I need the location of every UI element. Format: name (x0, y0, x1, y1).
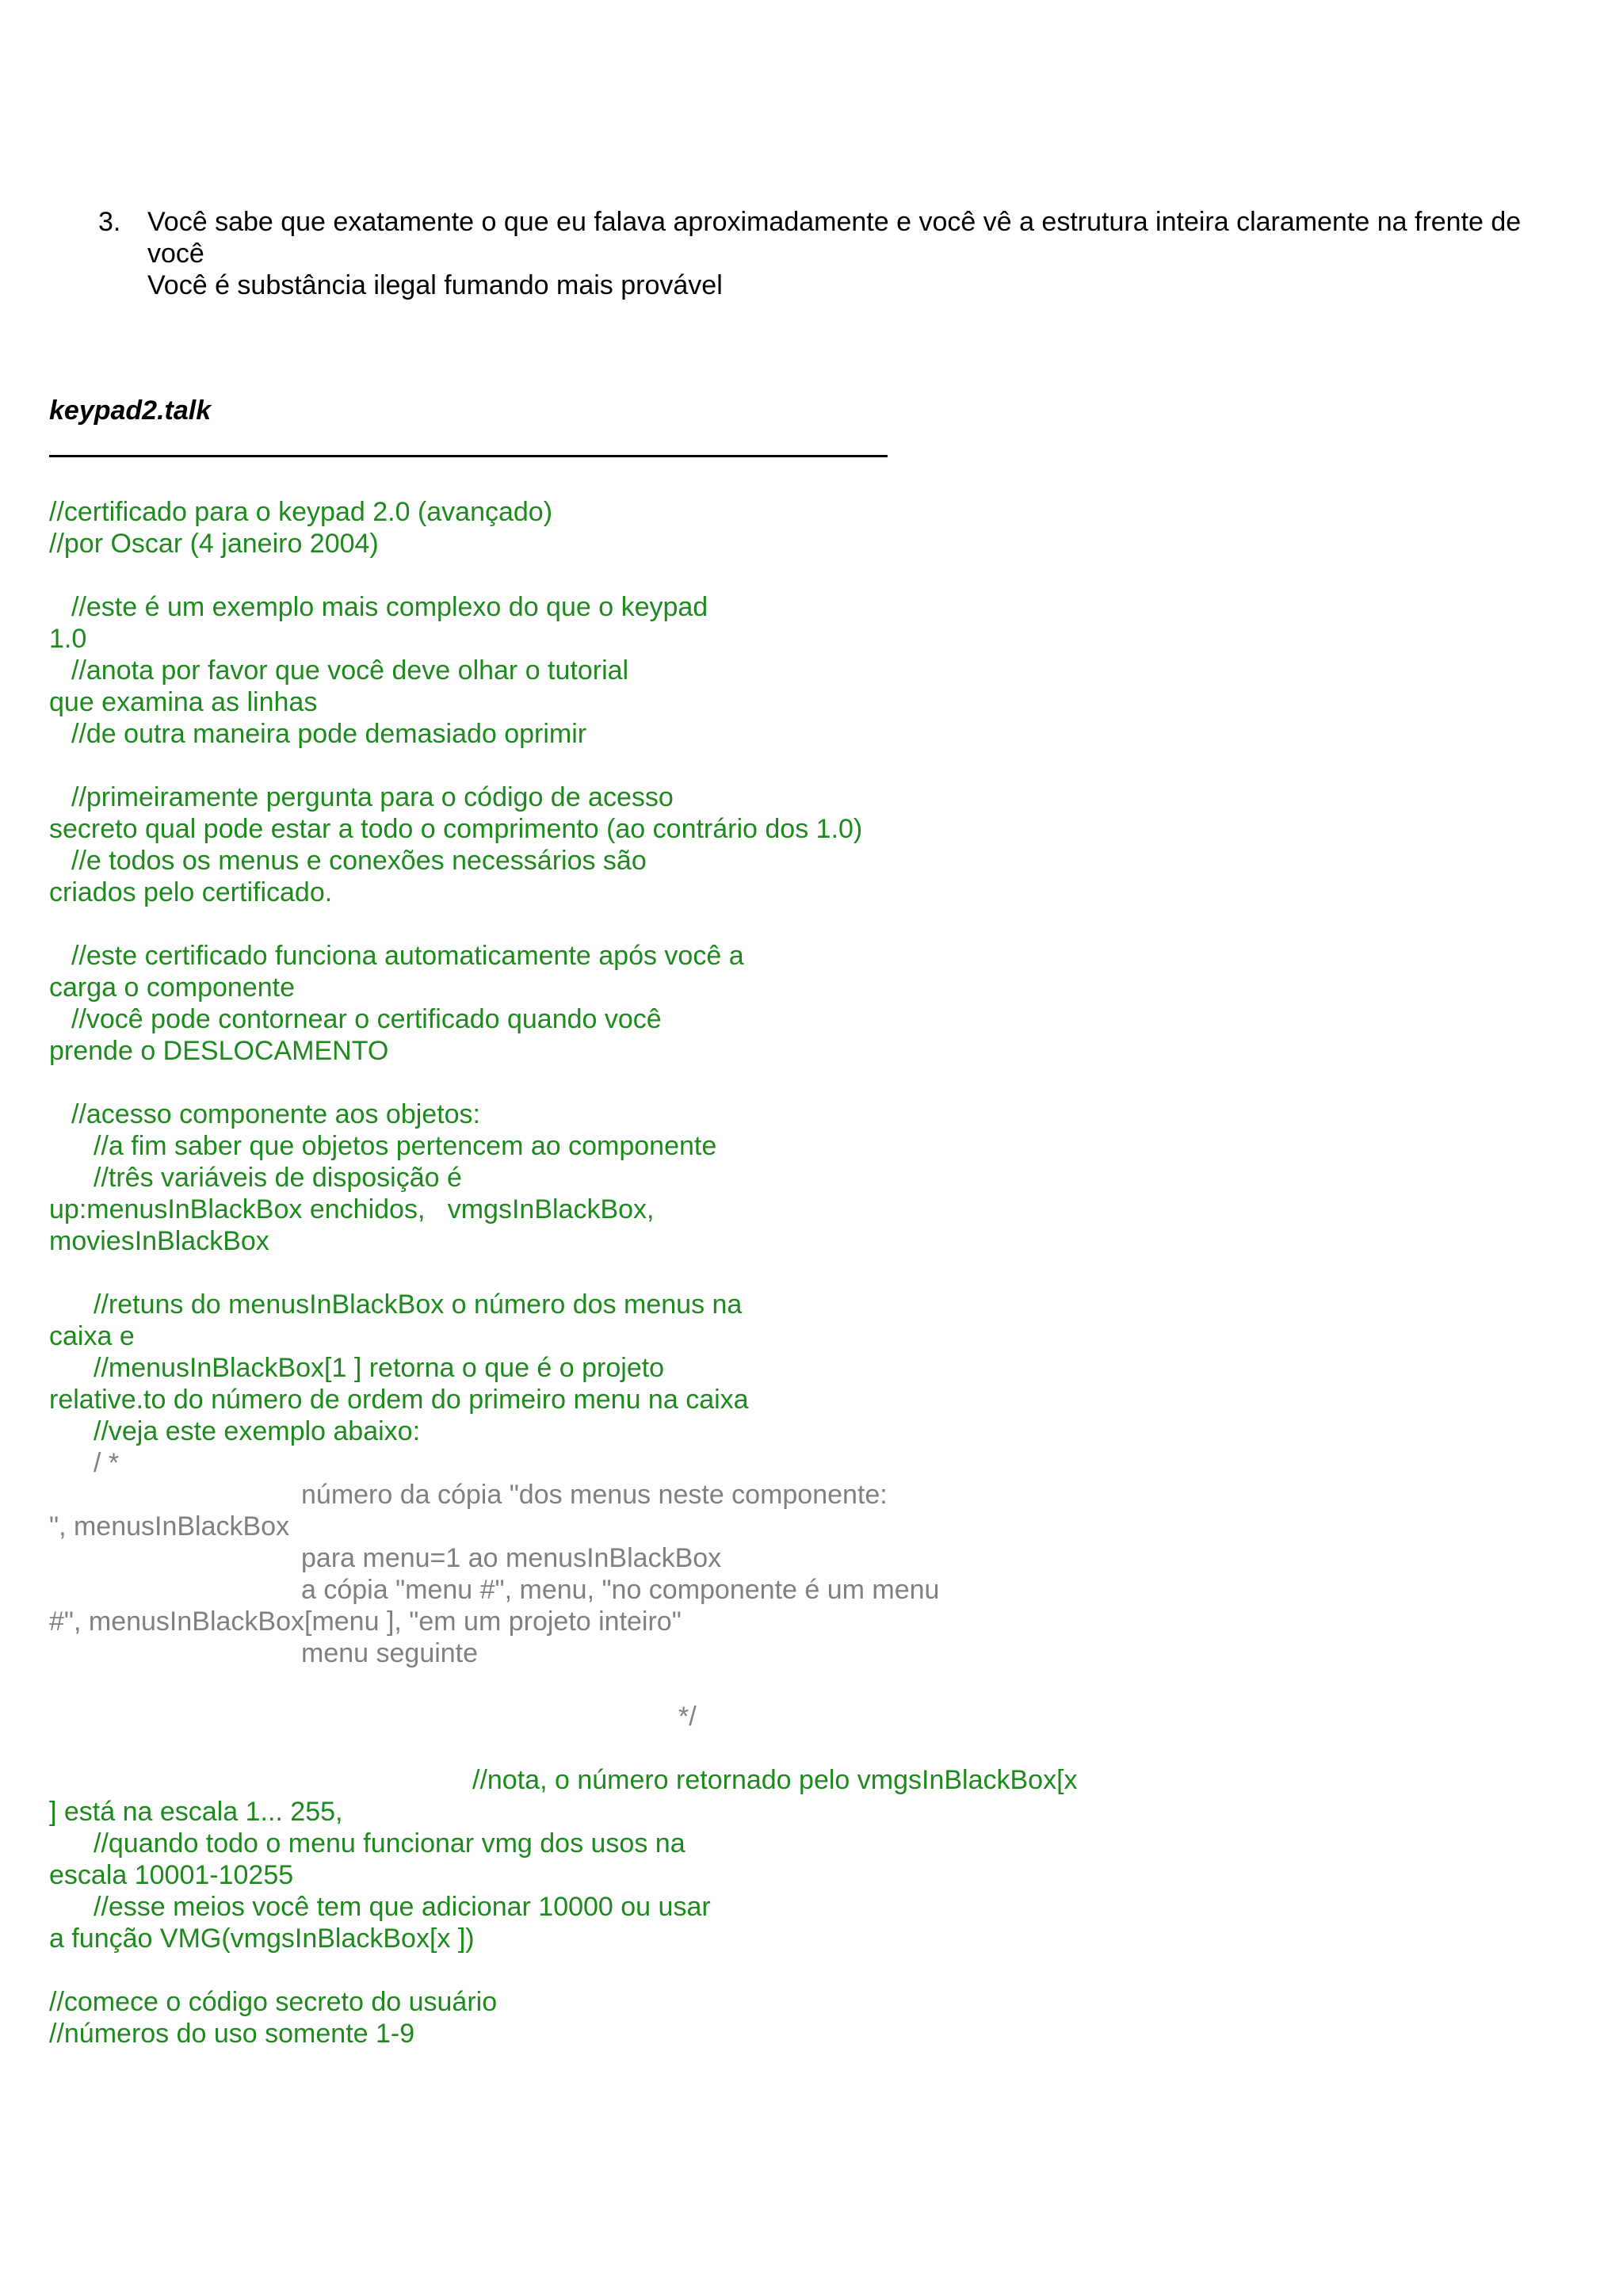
code-line: //comece o código secreto do usuário (49, 1987, 498, 2017)
code-line: //este é um exemplo mais complexo do que o keypad (71, 592, 708, 622)
code-line: //números do uso somente 1-9 (49, 2019, 415, 2049)
code-line: //nota, o número retornado pelo vmgsInBlackBox[x (472, 1765, 1078, 1795)
list-item-body (147, 206, 1572, 301)
code-line: //três variáveis de disposição é (94, 1163, 462, 1193)
file-title: keypad2.talk (49, 395, 212, 426)
code-line: #", menusInBlackBox[menu ], "em um projeto inteiro" (49, 1606, 682, 1637)
code-line: //de outra maneira pode demasiado oprimir (71, 719, 587, 749)
list-item-line: você (147, 239, 204, 269)
code-line: caixa e (49, 1321, 135, 1351)
blank-code-line (49, 750, 1555, 781)
blank-code-line (49, 1257, 1555, 1289)
code-line: //este certificado funciona automaticamente após você a (71, 941, 744, 971)
blank-code-line (49, 1669, 1555, 1701)
numbered-list-item (98, 206, 1572, 301)
code-line: escala 10001-10255 (49, 1860, 294, 1890)
code-line: moviesInBlackBox (49, 1226, 269, 1256)
list-item-line: Você sabe que exatamente o que eu falava aproximadamente e você vê a estrutura inteira claramente na frente de (147, 207, 1522, 237)
code-line: //a fim saber que objetos pertencem ao componente (94, 1131, 717, 1161)
blank-code-line (49, 1733, 1555, 1764)
blank-code-line (49, 560, 1555, 591)
code-line: //por Oscar (4 janeiro 2004) (49, 529, 379, 559)
code-line: ", menusInBlackBox (49, 1511, 290, 1541)
code-line: prende o DESLOCAMENTO (49, 1036, 389, 1066)
code-line: 1.0 (49, 624, 87, 654)
code-line: //e todos os menus e conexões necessários são (71, 846, 647, 876)
code-line: //primeiramente pergunta para o código de acesso (71, 782, 674, 812)
code-line: relative.to do número de ordem do primeiro menu na caixa (49, 1385, 749, 1415)
code-line: menu seguinte (301, 1638, 479, 1668)
list-item-line: Você é substância ilegal fumando mais provável (147, 270, 723, 300)
code-line: //você pode contornear o certificado quando você (71, 1004, 662, 1034)
code-line: a função VMG(vmgsInBlackBox[x ]) (49, 1924, 475, 1954)
code-line: */ (678, 1702, 697, 1732)
code-line: a cópia "menu #", menu, "no componente é um menu (301, 1575, 940, 1605)
blank-code-line (49, 1067, 1555, 1098)
code-line: ] está na escala 1... 255, (49, 1797, 343, 1827)
code-line: / * (94, 1448, 120, 1478)
code-line: //esse meios você tem que adicionar 10000 ou usar (94, 1892, 711, 1922)
blank-code-line (49, 1954, 1555, 1986)
code-line: //retuns do menusInBlackBox o número dos menus na (94, 1289, 743, 1320)
code-line: carga o componente (49, 972, 295, 1003)
blank-code-line (49, 908, 1555, 940)
code-line: número da cópia "dos menus neste componente: (301, 1480, 888, 1510)
list-item-number: 3. (98, 207, 121, 237)
horizontal-rule (49, 455, 888, 457)
code-line: //quando todo o menu funcionar vmg dos usos na (94, 1828, 685, 1859)
code-line: //anota por favor que você deve olhar o tutorial (71, 655, 629, 686)
code-line: //veja este exemplo abaixo: (94, 1416, 421, 1446)
code-block (49, 496, 1555, 2050)
code-line: up:menusInBlackBox enchidos, vmgsInBlackBox, (49, 1194, 655, 1224)
code-line: criados pelo certificado. (49, 877, 333, 907)
code-line: //menusInBlackBox[1 ] retorna o que é o projeto (94, 1353, 665, 1383)
code-line: //certificado para o keypad 2.0 (avançado) (49, 497, 553, 527)
code-line: secreto qual pode estar a todo o comprimento (ao contrário dos 1.0) (49, 814, 863, 844)
code-line: que examina as linhas (49, 687, 318, 717)
code-line: //acesso componente aos objetos: (71, 1099, 480, 1129)
code-line: para menu=1 ao menusInBlackBox (301, 1543, 722, 1573)
